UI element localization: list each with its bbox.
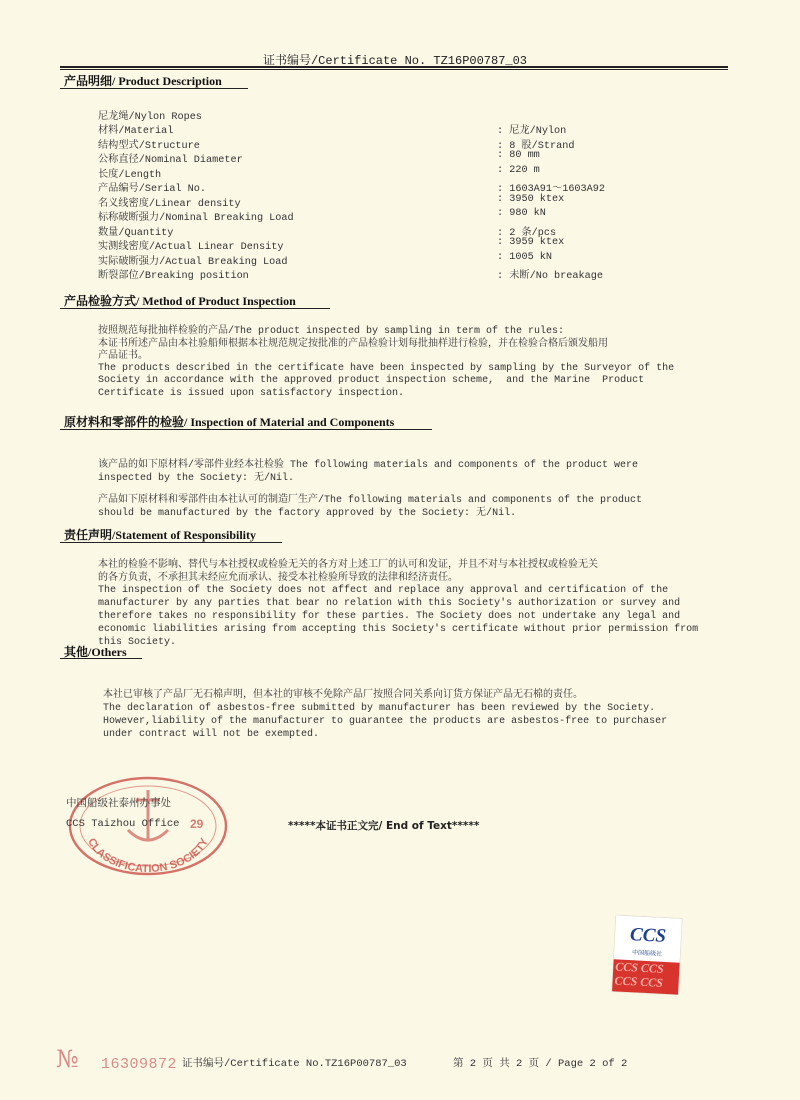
text-line: therefore takes no responsibility for these parties. The Society does not undertake any legal and: [98, 610, 681, 622]
ccs-logo-subtext: 中国船级社: [631, 949, 663, 958]
section-underline: [60, 88, 248, 89]
logo-strip-text: CCS CCS: [614, 959, 665, 976]
office-name-cn: 中国船级社泰州办事处: [66, 797, 171, 809]
text-line: 本社的检验不影响、替代与本社授权或检验无关的各方对上述工厂的认可和发证，并且不对与本社授权或检验无关: [98, 559, 598, 571]
spec-label: 实际破断强力/Actual Breaking Load: [98, 256, 288, 268]
product-name: 尼龙绳/Nylon Ropes: [98, 112, 202, 123]
section-underline: [60, 429, 432, 430]
text-line: inspected by the Society: 无/Nil.: [98, 472, 295, 484]
text-line: under contract will not be exempted.: [103, 729, 320, 740]
materials-approved-text: [98, 483, 642, 532]
text-line: However,liability of the manufacturer to guarantee the products are asbestos-free to purchaser: [103, 716, 668, 727]
text-line: 本证书所述产品由本社验船师根据本社规范规定按批准的产品检验计划每批抽样进行检验，并在检验合格后颁发船用: [98, 338, 608, 350]
text-line: The products described in the certificate have been inspected by sampling by the Surveyor of the: [98, 363, 675, 375]
text-line: manufacturer by any parties that bear no relation with this Society's authorization or survey and: [98, 598, 681, 610]
spec-label: 数量/Quantity: [98, 227, 174, 239]
spec-label: 实测线密度/Actual Linear Density: [98, 242, 284, 253]
header-rule-thin: [60, 69, 728, 70]
section-underline: [60, 658, 142, 659]
inspection-method-text: [98, 314, 674, 412]
spec-value: : 2 条/pcs: [497, 227, 557, 239]
ccs-logo-strip: [612, 959, 680, 994]
text-line: should be manufactured by the factory approved by the Society: 无/Nil.: [98, 507, 517, 519]
header-rule: [60, 66, 728, 68]
text-line: The declaration of asbestos-free submitted by manufacturer has been reviewed by the Society.: [103, 703, 656, 714]
inspection-method-title: 产品检验方式/ Method of Product Inspection: [64, 294, 296, 308]
spec-value: : 8 股/Strand: [497, 140, 575, 152]
text-line: The inspection of the Society does not affect and replace any approval and certification of the: [98, 585, 669, 597]
end-of-text: *****本证书正文完/ End of Text*****: [288, 820, 480, 832]
spec-value: : 3950 ktex: [497, 193, 565, 205]
text-line: this Society.: [98, 636, 177, 648]
product-description-title: 产品明细/ Product Description: [64, 74, 222, 88]
svg-text:29: 29: [190, 817, 204, 831]
text-line: 本社已审核了产品厂无石棉声明，但本社的审核不免除产品厂按照合同关系向订货方保证产品无石棉的责任。: [103, 690, 583, 701]
logo-strip-text: CCS CCS: [614, 973, 664, 990]
spec-label: 结构型式/Structure: [98, 140, 200, 152]
spec-value: : 80 mm: [497, 150, 540, 161]
text-line: Certificate is issued upon satisfactory inspection.: [98, 387, 405, 399]
responsibility-title: 责任声明/Statement of Responsibility: [64, 528, 257, 542]
text-line: 该产品的如下原材料/零部件业经本社检验 The following materials and components of the product were: [98, 460, 639, 472]
spec-value: : 未断/No breakage: [497, 271, 603, 282]
text-line: Society in accordance with the approved product inspection scheme, and the Marine Product: [98, 375, 645, 387]
svg-text:CLASSIFICATION SOCIETY: CLASSIFICATION SOCIETY: [85, 836, 211, 876]
spec-value: : 220 m: [497, 164, 540, 176]
spec-label: 产品编号/Serial No.: [98, 184, 206, 195]
spec-label: 材料/Material: [98, 126, 174, 137]
text-line: economic liabilities arising from accepting this Society's certificate without prior permission from: [98, 623, 699, 635]
serial-number: 16309872: [101, 1056, 178, 1073]
ccs-logo-text: CCS: [629, 924, 667, 947]
spec-value: : 980 kN: [497, 208, 546, 219]
spec-label: 长度/Length: [98, 169, 162, 181]
section-underline: [60, 542, 282, 543]
spec-value: : 尼龙/Nylon: [497, 126, 567, 137]
spec-label: 断裂部位/Breaking position: [98, 271, 249, 282]
text-line: 按照规范每批抽样检验的产品/The product inspected by sampling in term of the rules:: [98, 326, 565, 338]
ccs-logo: [612, 915, 682, 994]
certificate-number-header: 证书编号/Certificate No. TZ16P00787_03: [262, 54, 528, 68]
section-underline: [60, 308, 330, 309]
materials-inspection-title: 原材料和零部件的检验/ Inspection of Material and Components: [64, 415, 395, 429]
footer-certificate-number: 证书编号/Certificate No.TZ16P00787_03: [182, 1058, 407, 1070]
spec-value: : 1603A91～1603A92: [497, 184, 606, 195]
others-title: 其他/Others: [64, 645, 127, 659]
spec-label: 标称破断强力/Nominal Breaking Load: [98, 213, 294, 224]
text-line: 的各方负责，不承担其未经应允而承认、接受本社检验所导致的法律和经济责任。: [98, 572, 458, 584]
page-indicator: 第 2 页 共 2 页 / Page 2 of 2: [453, 1058, 628, 1070]
text-line: 产品证书。: [98, 350, 148, 362]
spec-value: : 1005 kN: [497, 251, 553, 263]
spec-label: 公称直径/Nominal Diameter: [98, 155, 243, 166]
spec-value: : 3959 ktex: [497, 237, 565, 248]
spec-label: 名义线密度/Linear density: [98, 198, 241, 210]
text-line: 产品如下原材料和零部件由本社认可的制造厂生产/The following materials and components of the product: [98, 495, 643, 507]
office-name-en: CCS Taizhou Office: [66, 818, 180, 830]
others-text: [103, 676, 667, 754]
responsibility-text: [98, 547, 698, 662]
number-symbol: №: [56, 1045, 79, 1073]
